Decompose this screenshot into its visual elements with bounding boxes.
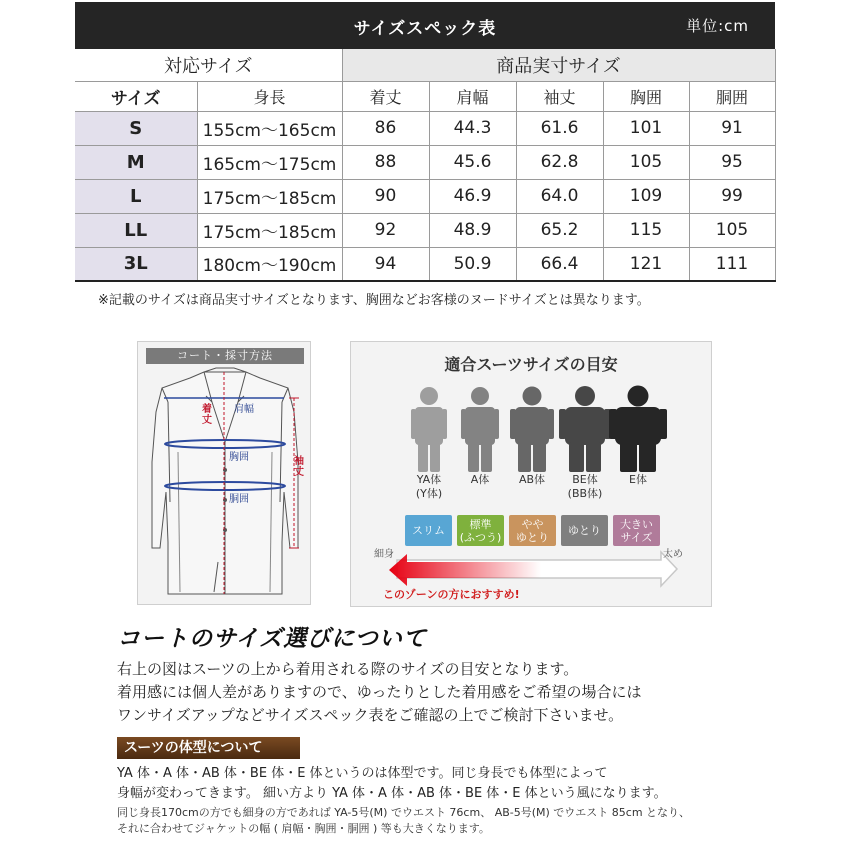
table-row (75, 145, 775, 179)
body-type-example (117, 805, 690, 837)
cell-height: 155cm～165cm (197, 111, 342, 145)
cell-shoulder: 44.3 (429, 111, 516, 145)
body-type-line: YA 体・A 体・AB 体・BE 体・E 体というのは体型です。同じ身長でも体型によって (117, 766, 608, 781)
cell-chest: 115 (603, 213, 689, 247)
suit-guide-title: 適合スーツサイズの目安 (444, 355, 618, 374)
chip-large-size (613, 515, 660, 546)
col-header-chest: 胸囲 (603, 81, 689, 111)
cell-height: 180cm～190cm (197, 247, 342, 281)
body-type-example-line: 同じ身長170cmの方でも細身の方であれば YA-5号(M) でウエスト 76cm、 AB-5号(M) でウエスト 85cm となり、 (117, 806, 691, 819)
cell-size: S (75, 111, 197, 145)
col-header-height: 身長 (197, 81, 342, 111)
table-footnote: ※記載のサイズは商品実寸サイズとなります、胸囲などお客様のヌードサイズとは異なります。 (98, 293, 650, 308)
cell-sleeve: 65.2 (516, 213, 603, 247)
recommend-zone-label: このゾーンの方におすすめ! (383, 588, 520, 601)
coat-size-line: 着用感には個人差がありますので、ゆったりとした着用感をご希望の場合には (117, 683, 642, 701)
coat-length-label: 着丈 (202, 404, 212, 426)
spec-title: サイズスペック表 (353, 19, 497, 39)
cell-sleeve: 64.0 (516, 179, 603, 213)
cell-height: 175cm～185cm (197, 213, 342, 247)
body-type-badge: スーツの体型について (117, 737, 300, 759)
col-header-length: 着丈 (342, 81, 429, 111)
figure-e (609, 386, 667, 473)
chip-slim-text: スリム (412, 524, 445, 537)
chip-standard (457, 515, 504, 546)
col-header-waist: 胴囲 (689, 81, 775, 111)
chip-large-size-text: 大きい サイズ (620, 517, 653, 544)
cell-shoulder: 48.9 (429, 213, 516, 247)
coat-size-line: ワンサイズアップなどサイズスペック表をご確認の上でご検討下さいませ。 (117, 706, 624, 724)
cell-height: 175cm～185cm (197, 179, 342, 213)
table-row (75, 179, 775, 213)
col-header-sleeve: 袖丈 (516, 81, 603, 111)
table-row (75, 111, 775, 145)
cell-sleeve: 66.4 (516, 247, 603, 281)
thin-label: 細身 (374, 549, 394, 560)
table-row (75, 247, 775, 281)
cell-waist: 91 (689, 111, 775, 145)
body-type-line: 身幅が変わってきます。 細い方より YA 体・A 体・AB 体・BE 体・E 体という風になります。 (117, 786, 667, 801)
cell-sleeve: 61.6 (516, 111, 603, 145)
recommend-zone-arrow (389, 554, 541, 586)
coat-size-heading: コートのサイズ選びについて (117, 625, 427, 652)
cell-chest: 121 (603, 247, 689, 281)
unit-label: 単位:cm (686, 17, 749, 35)
cell-chest: 109 (603, 179, 689, 213)
col-header-size: サイズ (75, 81, 197, 111)
coat-size-line: 右上の図はスーツの上から着用される際のサイズの目安となります。 (117, 660, 579, 678)
figure-be (559, 386, 611, 472)
cell-length: 92 (342, 213, 429, 247)
cell-waist: 99 (689, 179, 775, 213)
figure-a (461, 387, 499, 472)
chip-slightly-loose-text: やや ゆとり (516, 517, 549, 544)
group-header-size: 対応サイズ (75, 49, 342, 81)
size-spec-table (75, 49, 776, 282)
cell-height: 165cm～175cm (197, 145, 342, 179)
cell-size: M (75, 145, 197, 179)
spec-header-bar (75, 2, 775, 49)
table-row (75, 213, 775, 247)
figure-label-ya-text: YA体 (Y体) (415, 473, 443, 500)
col-header-shoulder: 肩幅 (429, 81, 516, 111)
chip-standard-text: 標準 (ふつう) (459, 517, 502, 544)
coat-measure-diagram (137, 341, 311, 605)
figure-label-ab (502, 473, 562, 487)
figure-label-be-text: BE体 (BB体) (567, 473, 603, 500)
chip-loose-text: ゆとり (568, 524, 601, 537)
cell-waist: 105 (689, 213, 775, 247)
figure-ab (510, 387, 554, 473)
figure-label-a-text: A体 (470, 473, 490, 486)
cell-size: 3L (75, 247, 197, 281)
cell-shoulder: 50.9 (429, 247, 516, 281)
cell-length: 86 (342, 111, 429, 145)
figure-ya (411, 387, 447, 472)
figure-label-e (608, 473, 668, 487)
coat-illustration (138, 342, 312, 606)
group-header-actual: 商品実寸サイズ (342, 49, 775, 81)
figure-label-a (450, 473, 510, 487)
table-column-header-row (75, 81, 775, 111)
coat-shoulder-label: 肩幅 (234, 404, 254, 415)
chip-slightly-loose (509, 515, 556, 546)
cell-waist: 111 (689, 247, 775, 281)
coat-diagram-title: コート・採寸方法 (146, 348, 304, 364)
coat-chest-label: 胸囲 (229, 452, 249, 463)
cell-size: L (75, 179, 197, 213)
cell-chest: 101 (603, 111, 689, 145)
suit-size-guide (350, 341, 712, 607)
cell-shoulder: 46.9 (429, 179, 516, 213)
cell-length: 90 (342, 179, 429, 213)
figure-label-ab-text: AB体 (518, 473, 546, 486)
cell-chest: 105 (603, 145, 689, 179)
coat-size-text (117, 658, 642, 727)
cell-length: 94 (342, 247, 429, 281)
table-group-row (75, 49, 775, 81)
cell-sleeve: 62.8 (516, 145, 603, 179)
body-type-text (117, 764, 667, 804)
thick-label: 太め (663, 549, 683, 560)
figure-label-e-text: E体 (629, 473, 647, 486)
figure-label-be (555, 473, 615, 501)
chip-loose (561, 515, 608, 546)
chip-slim (405, 515, 452, 546)
cell-length: 88 (342, 145, 429, 179)
cell-size: LL (75, 213, 197, 247)
coat-waist-label: 胴囲 (229, 494, 249, 505)
cell-shoulder: 45.6 (429, 145, 516, 179)
cell-waist: 95 (689, 145, 775, 179)
body-type-example-line: それに合わせてジャケットの幅 ( 肩幅・胸囲・胴囲 ) 等も大きくなります。 (117, 822, 490, 835)
coat-sleeve-label: 袖丈 (294, 456, 304, 478)
